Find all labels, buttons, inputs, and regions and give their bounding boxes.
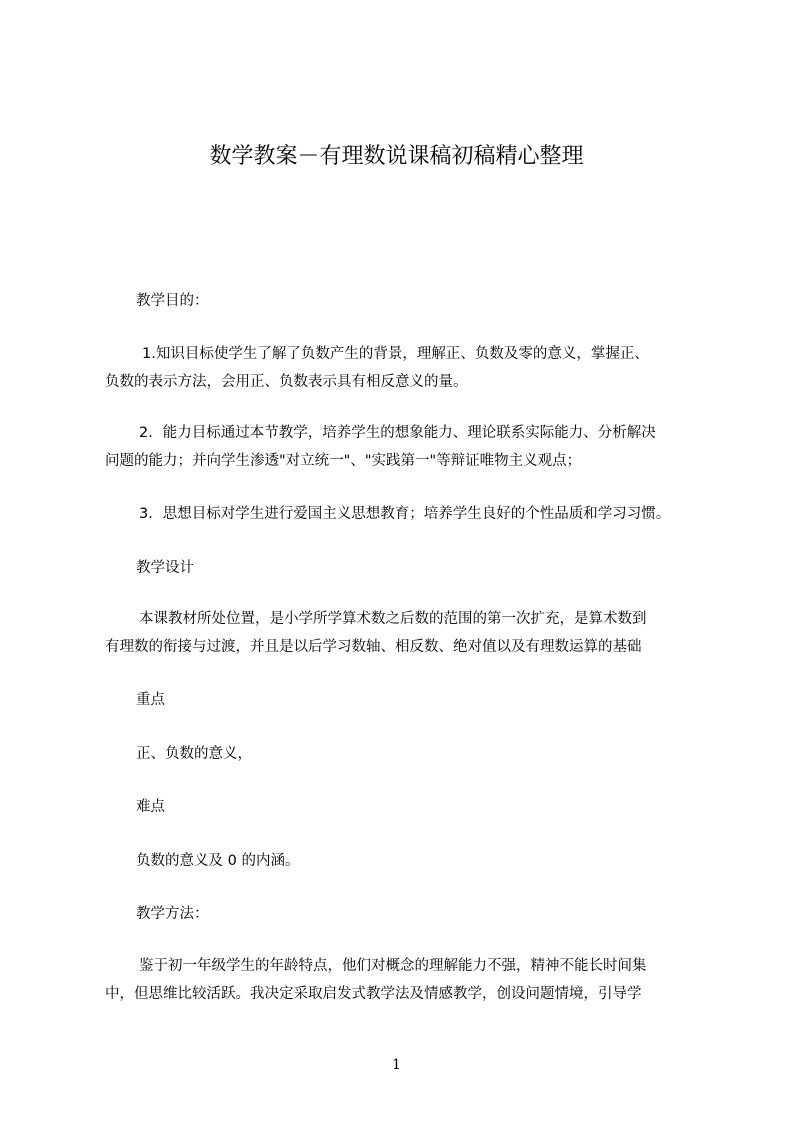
teaching-method-heading: 教学方法： (136, 906, 209, 922)
objective-1-line-2: 负数的表示方法，会用正、负数表示具有相反意义的量。 (105, 374, 468, 390)
design-line-2: 有理数的衔接与过渡，并且是以后学习数轴、相反数、绝对值以及有理数运算的基础 (105, 639, 642, 655)
objective-2-line-1: 2．能力目标通过本节教学，培养学生的想象能力、理论联系实际能力、分析解决 (139, 425, 656, 441)
objective-2-line-2: 问题的能力；并向学生渗透"对立统一"、"实践第一"等辩证唯物主义观点； (105, 453, 582, 469)
document-title: 数学教案－有理数说课稿初稿精心整理 (209, 144, 584, 169)
page-number: 1 (392, 1057, 401, 1073)
key-point-text: 正、负数的意义， (136, 746, 252, 762)
method-line-2: 中，但思维比较活跃。我决定采取启发式教学法及情感教学，创设问题情境，引导学 (105, 986, 642, 1002)
objectives-heading: 教学目的： (136, 293, 209, 309)
design-line-1: 本课教材所处位置，是小学所学算术数之后数的范围的第一次扩充，是算术数到 (139, 611, 647, 627)
objective-3: 3．思想目标对学生进行爱国主义思想教育；培养学生良好的个性品质和学习习惯。 (139, 506, 671, 522)
method-line-1: 鉴于初一年级学生的年龄特点，他们对概念的理解能力不强，精神不能长时间集 (139, 958, 647, 974)
design-heading: 教学设计 (136, 560, 194, 576)
key-point-heading: 重点 (136, 692, 165, 708)
objective-1-line-1: 1.知识目标使学生了解了负数产生的背景，理解正、负数及零的意义，掌握正、 (142, 346, 649, 362)
difficulty-heading: 难点 (136, 799, 165, 815)
difficulty-text: 负数的意义及 0 的内涵。 (136, 853, 300, 869)
